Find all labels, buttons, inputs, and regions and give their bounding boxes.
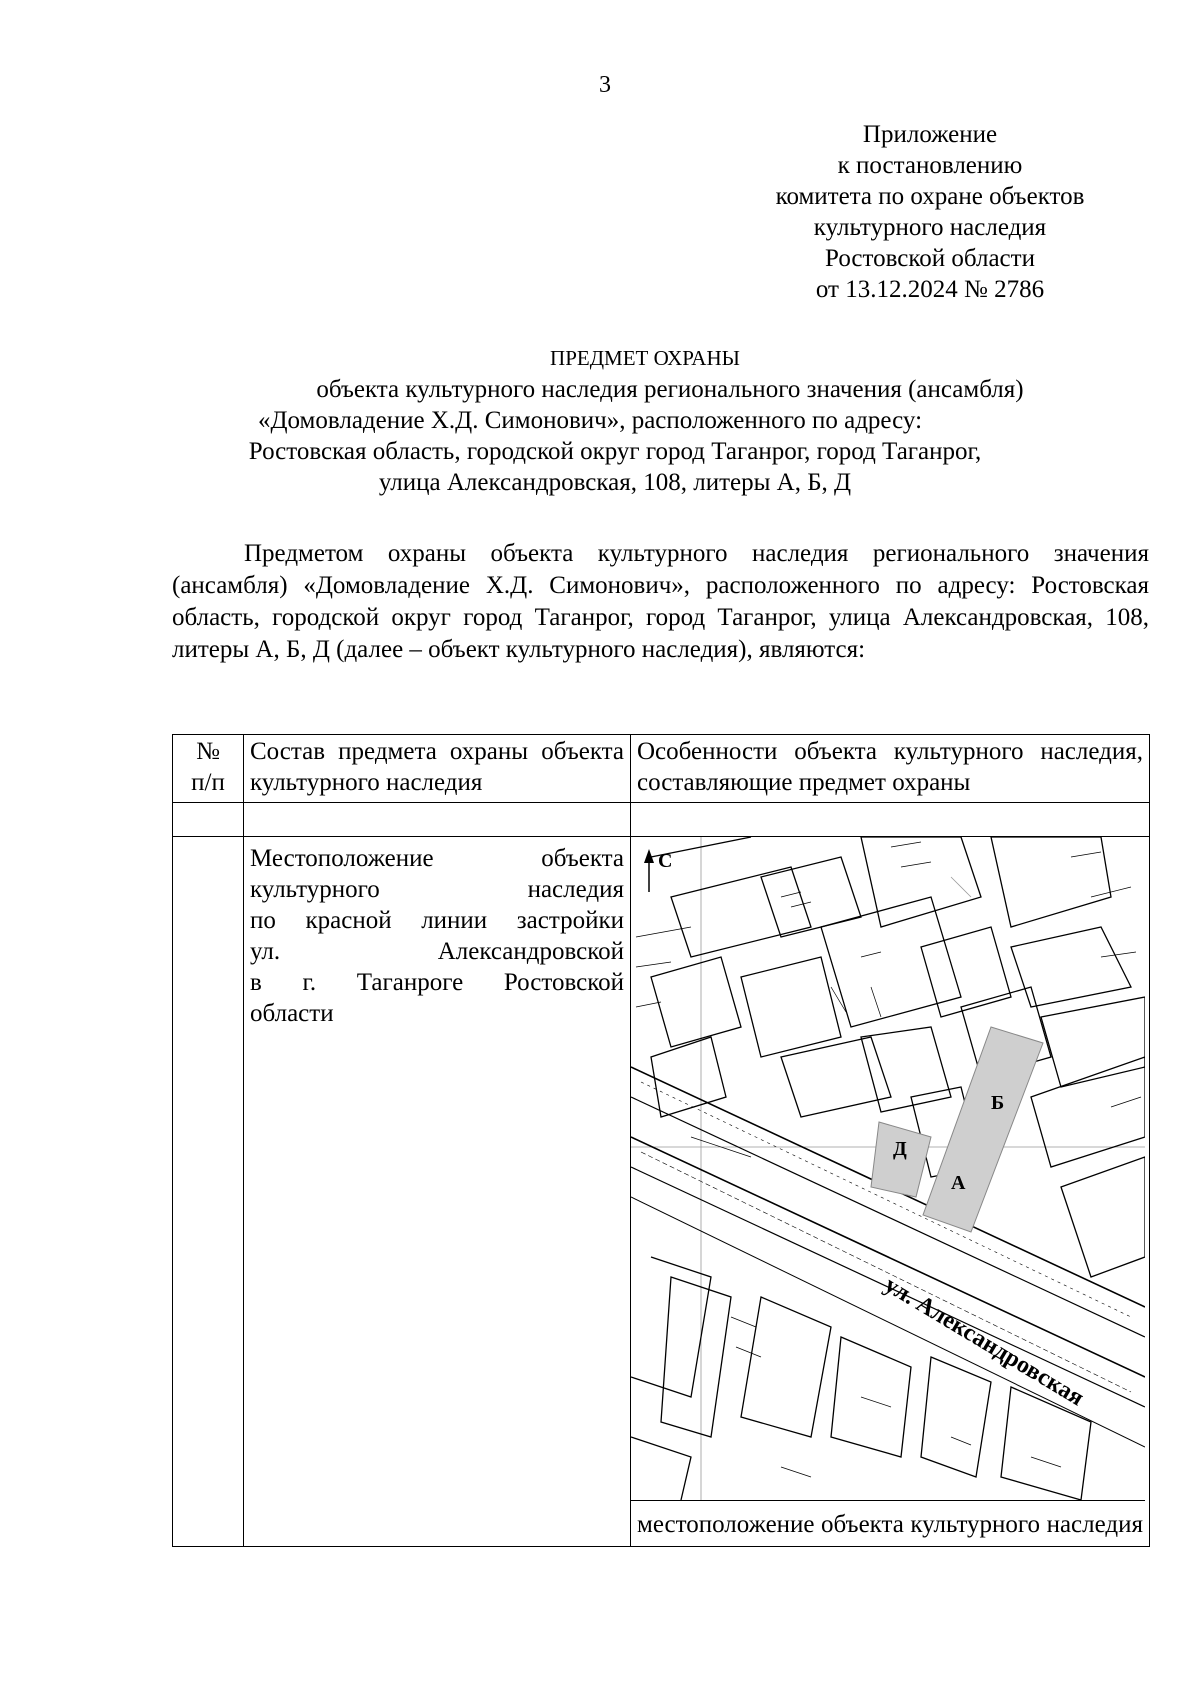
svg-text:С: С: [658, 850, 673, 872]
title-line: объекта культурного наследия регионального значения (ансамбля): [316, 376, 1024, 403]
table-row-empty: [173, 803, 1150, 837]
empty-cell: [244, 803, 631, 837]
header-number-symbol: №: [196, 738, 220, 765]
title-heading: ПРЕДМЕТ ОХРАНЫ: [550, 346, 740, 370]
appendix-line: комитета по охране объектов: [775, 183, 1085, 210]
intro-paragraph: Предметом охраны объекта культурного наследия регионального значения (ансамбля) «Домовладение Х.Д. Симонович», расположенного по адресу: Ростовская область, городской округ город Таганрог, город Таганрог, улица Александровская, 108, литеры А, Б, Д (далее – объект культурного наследия), являются:: [172, 540, 1149, 663]
header-number-cell: [173, 735, 244, 803]
litera-d-label: Д: [893, 1138, 907, 1160]
header-composition-cell: Состав предмета охраны объекта культурного наследия: [244, 735, 631, 803]
header-number-abbr: п/п: [191, 769, 225, 796]
appendix-line: к постановлению: [837, 152, 1023, 179]
appendix-line: культурного наследия: [813, 214, 1047, 241]
location-description-cell: [244, 837, 631, 1547]
header-features-cell: Особенности объекта культурного наследия, составляющие предмет охраны: [631, 735, 1150, 803]
empty-cell: [631, 803, 1150, 837]
location-line: ул. Александровской: [250, 938, 624, 965]
protection-subject-table: [172, 734, 1150, 1547]
row-number-cell: [173, 837, 244, 1547]
site-map: [631, 837, 1145, 1501]
page-number: 3: [599, 72, 611, 98]
location-line: в г. Таганроге Ростовской: [250, 969, 624, 996]
appendix-header: [690, 119, 1170, 305]
location-line: по красной линии застройки: [250, 907, 624, 934]
table-row-location: [173, 837, 1150, 1547]
document-title: [0, 343, 1200, 498]
location-line: области: [250, 1000, 334, 1027]
title-line: «Домовладение Х.Д. Симонович», расположенного по адресу:: [257, 407, 923, 434]
litera-b-label: Б: [991, 1092, 1005, 1114]
litera-a-label: А: [951, 1172, 966, 1194]
map-cell: [631, 837, 1150, 1547]
street-name-label: ул. Александровская: [879, 1271, 1089, 1412]
appendix-line: Ростовской области: [825, 245, 1035, 272]
map-caption-text: местоположение объекта культурного наследия: [637, 1511, 1143, 1538]
appendix-line: от 13.12.2024 № 2786: [815, 276, 1045, 303]
empty-cell: [173, 803, 244, 837]
site-map-drawing: [631, 837, 1145, 1500]
map-caption: [631, 1501, 1149, 1546]
table-header-row: [173, 735, 1150, 803]
location-line: Местоположение объекта: [250, 845, 624, 872]
location-line: культурного наследия: [250, 876, 624, 903]
appendix-line: Приложение: [862, 121, 998, 148]
title-line: Ростовская область, городской округ город Таганрог, город Таганрог,: [248, 438, 982, 465]
title-line: улица Александровская, 108, литеры А, Б, Д: [378, 469, 852, 496]
